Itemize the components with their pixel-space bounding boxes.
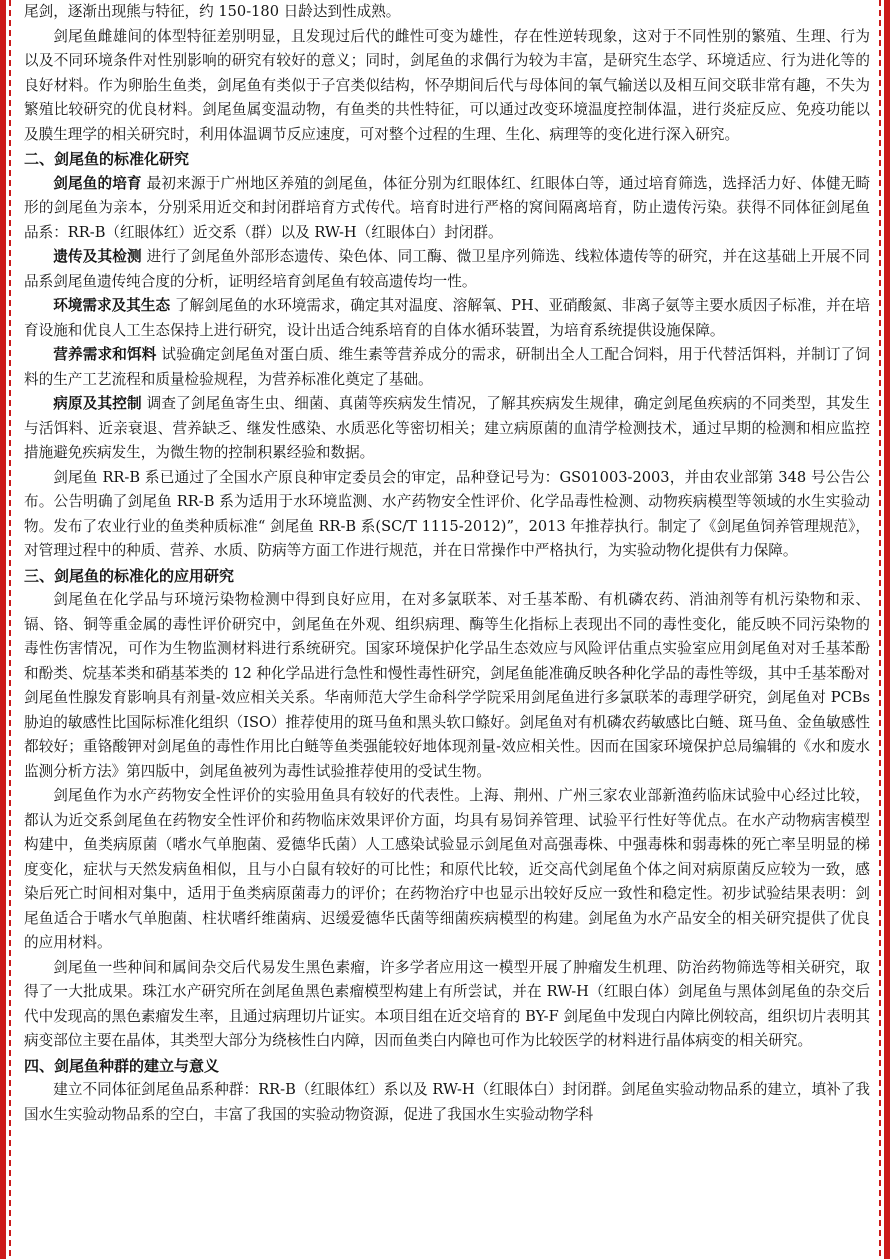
paragraph-population: 建立不同体征剑尾鱼品系种群：RR-B（红眼体红）系以及 RW-H（红眼体白）封闭群。剑尾鱼实验动物品系的建立，填补了我国水生实验动物品系的空白，丰富了我国的实验动物资源，促进了我国水生实验动物学科: [24, 1081, 870, 1123]
section-heading-application: 三、剑尾鱼的标准化的应用研究: [24, 566, 235, 585]
paragraph-nutrition-text: 试验确定剑尾鱼对蛋白质、维生素等营养成分的需求，研制出全人工配合饲料，用于代替活饵料，并制订了饲料的生产工艺流程和质量检验规程，为营养标准化奠定了基础。: [24, 346, 870, 388]
paragraph-genetics-text: 进行了剑尾鱼外部形态遗传、染色体、同工酶、微卫星序列筛选、线粒体遗传等的研究，并在这基础上开展不同品系剑尾鱼遗传纯合度的分析，证明经培育剑尾鱼有较高遗传均一性。: [24, 248, 870, 290]
paragraph-genetics: [24, 245, 870, 294]
paragraph-pollutant-testing: 剑尾鱼在化学品与环境污染物检测中得到良好应用，在对多氯联苯、对壬基苯酚、有机磷农药、消油剂等有机污染物和汞、镉、铬、铜等重金属的毒性评价研究中，剑尾鱼在外观、组织病理、酶等生化指标上表现出不同的毒性变化，能反映不同污染物的毒性伤害情况，可作为生物监测材料进行系统研究。国家环境保护化学品生态效应与风险评估重点实验室应用剑尾鱼对对壬基苯酚和酚类、烷基苯类和硝基苯类的 12 种化学品进行急性和慢性毒性研究，剑尾鱼能准确反映各种化学品的毒性等级，其中壬基苯酚对剑尾鱼性腺发育影响具有剂量-效应相关关系。华南师范大学生命科学学院采用剑尾鱼进行多氯联苯的毒理学研究，剑尾鱼对 PCBs 胁迫的敏感性比国际标准化组织（ISO）推荐使用的斑马鱼和黑头软口鲦好。剑尾鱼对有机磷农药敏感比白鲢、斑马鱼、金鱼敏感性都较好；重铬酸钾对剑尾鱼的毒性作用比白鲢等鱼类强能较好地体现剂量-效应相关性。因而在国家环境保护总局编辑的《水和废水监测分析方法》第四版中，剑尾鱼被列为毒性试验推荐使用的受试生物。: [24, 591, 870, 780]
paragraph-certification: 剑尾鱼 RR-B 系已通过了全国水产原良种审定委员会的审定，品种登记号为：GS01003-2003，并由农业部第 348 号公告公布。公告明确了剑尾鱼 RR-B 系为适用于水环境监测、水产药物安全性评价、化学品毒性检测、动物疾病模型等领域的水生实验动物。发布了农业行业的鱼类种质标准“ 剑尾鱼 RR-B 系(SC/T 1115-2012)”，2013 年推荐执行。制定了《剑尾鱼饲养管理规范》，对管理过程中的种质、营养、水质、防病等方面工作进行规范，并在日常操作中严格执行，为实验动物化提供有力保障。: [24, 468, 870, 559]
paragraph-drug-safety: 剑尾鱼作为水产药物安全性评价的实验用鱼具有较好的代表性。上海、荆州、广州三家农业部新渔药临床试验中心经过比较，都认为近交系剑尾鱼在药物安全性评价和药物临床效果评价方面，均具有易饲养管理、试验平行性好等优点。在水产动物病害模型构建中，鱼类病原菌（嗜水气单胞菌、爱德华氏菌）人工感染试验显示剑尾鱼对高强毒株、中强毒株和弱毒株的死亡率呈明显的梯度变化，症状与天然发病鱼相似，且与小白鼠有较好的可比性；和原代比较，近交高代剑尾鱼个体之间对病原菌反应较为一致，感染后死亡时间相对集中，适用于鱼类病原菌毒力的评价；在药物治疗中也显示出较好反应一致性和稳定性。初步试验结果表明：剑尾鱼适合于嗜水气单胞菌、柱状嗜纤维菌病、迟缓爱德华氏菌等细菌疾病模型的构建。剑尾鱼为水产品安全的相关研究提供了优良的应用材料。: [24, 787, 870, 951]
paragraph-breeding-text: 最初来源于广州地区养殖的剑尾鱼，体征分别为红眼体红、红眼体白等，通过培育筛选，选择活力好、体健无畸形的剑尾鱼为亲本，分别采用近交和封闭群培育方式传代。培育时进行严格的窝间隔离培育，防止遗传污染。获得不同体征剑尾鱼品系：RR-B（红眼体红）近交系（群）以及 RW-H（红眼体白）封闭群。: [24, 174, 870, 241]
section-heading-population: 四、剑尾鱼种群的建立与意义: [24, 1056, 220, 1075]
paragraph-melanoma: 剑尾鱼一些种间和属间杂交后代易发生黑色素瘤，许多学者应用这一模型开展了肿瘤发生机理、防治药物筛选等相关研究，取得了一大批成果。珠江水产研究所在剑尾鱼黑色素瘤模型构建上有所尝试，并在 RW-H（红眼白体）剑尾鱼与黑体剑尾鱼的杂交后代中发现高的黑色素瘤发生率，且通过病理切片证实。本项目组在近交培育的 BY-F 剑尾鱼中发现白内障比例较高，组织切片表明其病变部位主要在晶体，其类型大部分为绕核性白内障，因而鱼类白内障也可作为比较医学的材料进行晶体病变的相关研究。: [24, 958, 870, 1049]
paragraph-environment: [24, 294, 870, 343]
paragraph-pathogen: [24, 392, 870, 466]
keyword-pathogen: 病原及其控制: [53, 395, 142, 412]
paragraph-nutrition: [24, 343, 870, 392]
keyword-nutrition: 营养需求和饵料: [53, 346, 157, 363]
section-heading-standardization: 二、剑尾鱼的标准化研究: [24, 150, 190, 168]
article-body: [24, 0, 870, 1127]
paragraph-environment-text: 了解剑尾鱼的水环境需求，确定其对温度、溶解氧、PH、亚硝酸氮、非离子氨等主要水质因子标准，并在培育设施和优良人工生态保持上进行研究，设计出适合纯系培育的自体水循环装置，为培育系统提供设施保障。: [24, 297, 870, 339]
paragraph-breeding: [24, 172, 870, 246]
paragraph-pathogen-text: 调查了剑尾鱼寄生虫、细菌、真菌等疾病发生情况，了解其疾病发生规律，确定剑尾鱼疾病的不同类型，其发生与活饵料、近亲衰退、营养缺乏、继发性感染、水质恶化等密切相关；建立病原菌的血清学检测技术，通过早期的检测和相应监控措施避免疾病发生，为微生物的控制积累经验和数据。: [24, 395, 870, 461]
keyword-environment: 环境需求及其生态: [53, 297, 171, 314]
keyword-breeding: 剑尾鱼的培育: [53, 174, 142, 192]
paragraph-continuation: 尾剑，逐渐出现熊与特征，约 150-180 日龄达到性成熟。: [24, 3, 401, 20]
paragraph-sex-reversal: 剑尾鱼雌雄间的体型特征差别明显，且发现过后代的雌性可变为雄性，存在性逆转现象，这对于不同性别的繁殖、生理、行为以及不同环境条件对性别影响的研究有较好的意义；同时，剑尾鱼的求偶行为较为丰富，是研究生态学、环境适应、行为进化等的良好材料。作为卵胎生鱼类，剑尾鱼有类似于子宫类似结构，怀孕期间后代与母体间的氧气输送以及相互间交联非常有趣，不失为繁殖比较研究的优良材料。剑尾鱼属变温动物，有鱼类的共性特征，可以通过改变环境温度控制体温，进行炎症反应、免疫功能以及膜生理学的相关研究时，利用体温调节反应速度，可对整个过程的生理、生化、病理等的变化进行深入研究。: [24, 27, 870, 143]
keyword-genetics: 遗传及其检测: [53, 248, 142, 265]
